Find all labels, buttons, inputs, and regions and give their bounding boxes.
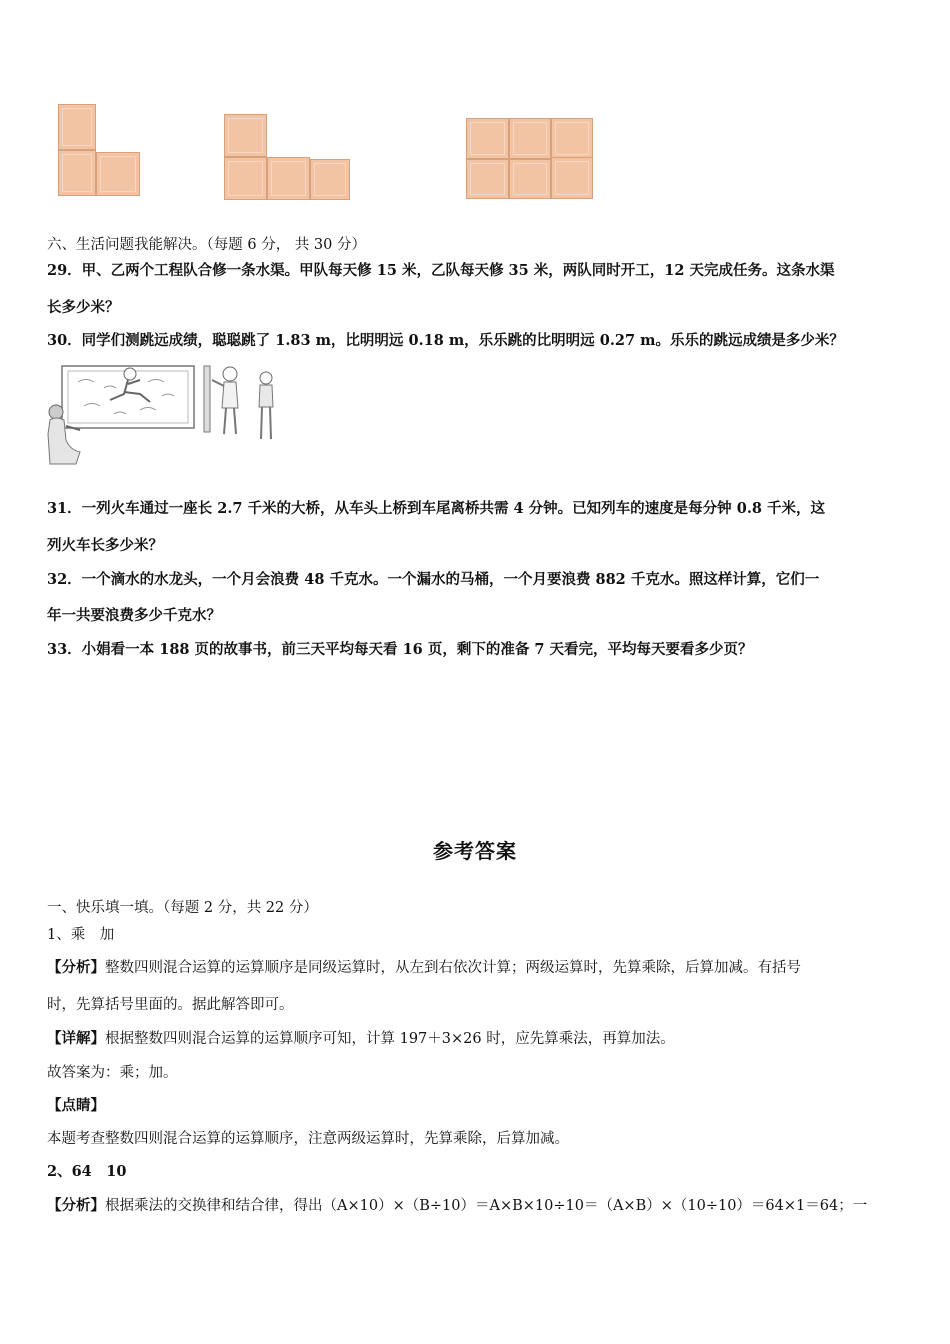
block-figure-1 [56,104,142,198]
answer-1-remark: 本题考查整数四则混合运算的运算顺序，注意两级运算时，先算乘除，后算加减。 [47,1131,569,1147]
remark-label: 【点睛】 [47,1097,105,1114]
question-33-line1: 33．小娟看一本 188 页的故事书，前三天平均每天看 16 页，剩下的准备 7 天看完，平均每天要看多少页？ [47,641,753,658]
block-square [58,150,96,196]
question-31-line2: 列火车长多少米？ [47,537,163,554]
question-31-line1: 31．一列火车通过一座长 2.7 千米的大桥，从车头上桥到车尾离桥共需 4 分钟。已知列车的速度是每分钟 0.8 千米，这 [47,500,826,517]
answers-section-heading: 一、快乐填一填。（每题 2 分，共 22 分） [47,900,318,916]
block-square [551,118,593,159]
answer-1: 1、乘 加 [47,927,115,943]
answer-1-analysis-line1: 整数四则混合运算的运算顺序是同级运算时，从左到右依次计算；两级运算时，先算乘除，后算加减。有括号 [105,960,801,976]
block-square [310,159,350,200]
block-square [267,157,310,200]
analysis-label: 【分析】 [47,959,105,976]
block-square [509,159,551,199]
block-square [96,152,140,196]
block-square [509,118,551,159]
answer-1-conclusion: 故答案为：乘；加。 [47,1065,178,1081]
question-32-line2: 年一共要浪费多少千克水？ [47,607,221,624]
block-square [466,118,509,159]
question-30-line1: 30．同学们测跳远成绩，聪聪跳了 1.83 m，比明明远 0.18 m，乐乐跳的比明明远 0.27 m。乐乐的跳远成绩是多少米？ [47,332,844,349]
question-29-line2: 长多少米？ [47,299,120,316]
long-jump-illustration [44,362,284,468]
analysis-label: 【分析】 [47,1197,105,1214]
detail-label: 【详解】 [47,1030,105,1047]
question-29-line1: 29．甲、乙两个工程队合修一条水渠。甲队每天修 15 米，乙队每天修 35 米，两队同时开工，12 天完成任务。这条水渠 [47,262,835,279]
section-heading: 六、生活问题我能解决。（每题 6 分， 共 30 分） [47,237,366,253]
block-figure-2 [222,114,352,200]
answer-2-analysis-line1: 根据乘法的交换律和结合律，得出（A×10）×（B÷10）＝A×B×10÷10＝（A×B）×（10÷10）＝64×1＝64；一 [105,1198,868,1214]
block-square [466,159,509,199]
page-title: 参考答案 [433,839,517,863]
block-square [224,114,267,157]
block-square [224,157,267,200]
answer-1-analysis-line2: 时，先算括号里面的。据此解答即可。 [47,997,294,1013]
answer-2: 2、64 10 [47,1163,127,1180]
block-figure-3 [466,118,594,200]
answer-1-detail: 根据整数四则混合运算的运算顺序可知，计算 197＋3×26 时，应先算乘法，再算加法。 [105,1031,675,1047]
question-32-line1: 32．一个滴水的水龙头，一个月会浪费 48 千克水。一个漏水的马桶，一个月要浪费 882 千克水。照这样计算，它们一 [47,571,820,588]
block-square [551,157,593,199]
block-square [58,104,96,150]
